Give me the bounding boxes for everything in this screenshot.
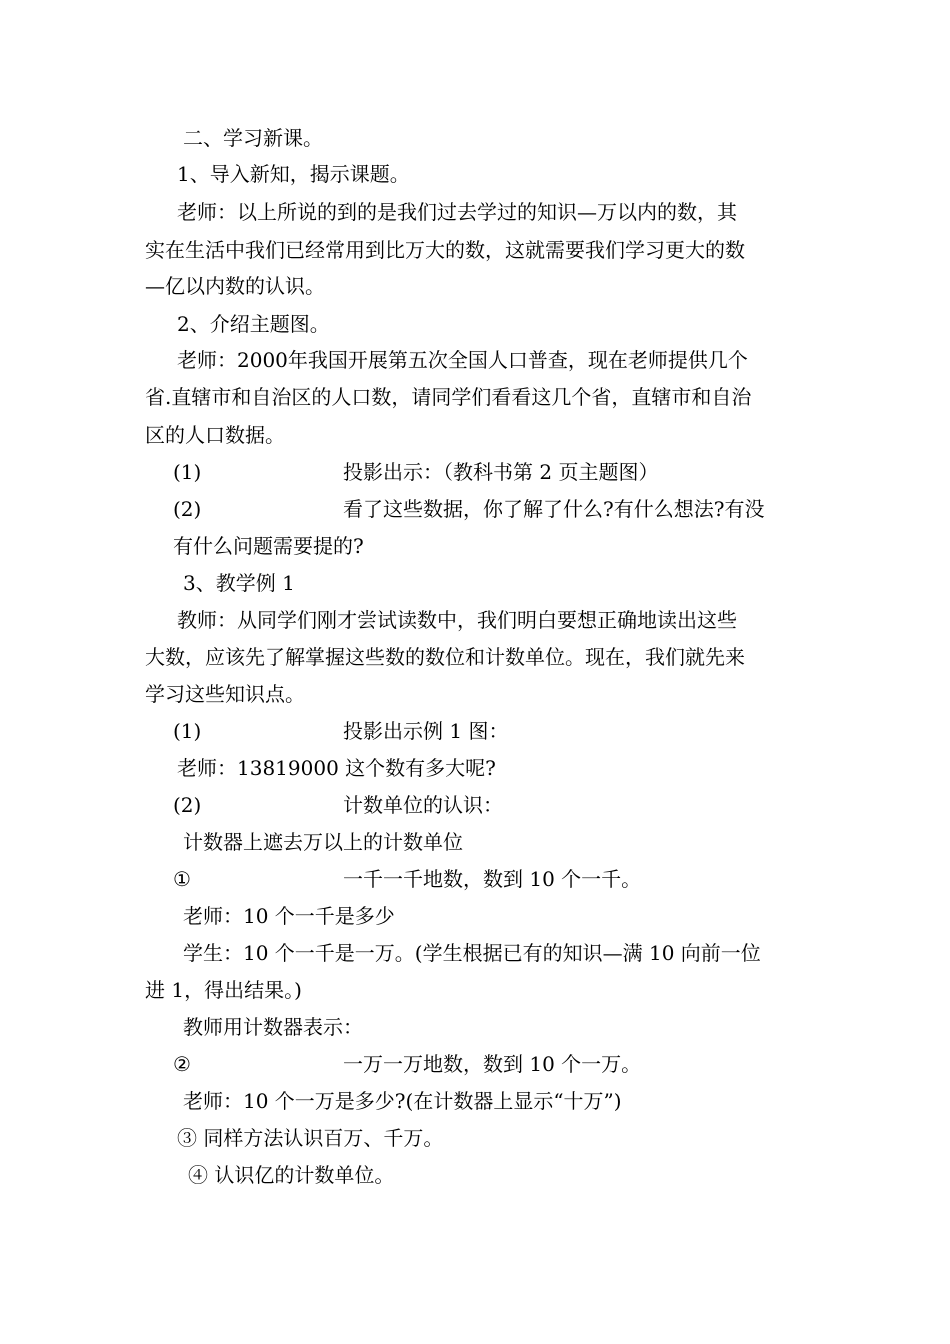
list-item-number: ②	[173, 1052, 191, 1076]
paragraph-text: 学生：10 个一千是一万。(学生根据已有的知识—满 10 向前一位	[183, 941, 761, 965]
paragraph-text: 老师：10 个一千是多少	[183, 904, 395, 928]
paragraph-text: 学习这些知识点。	[145, 682, 305, 706]
paragraph-text: 教师：从同学们刚才尝试读数中，我们明白要想正确地读出这些	[177, 608, 737, 632]
paragraph-text: 实在生活中我们已经常用到比万大的数，这就需要我们学习更大的数	[145, 238, 745, 262]
list-item-text: 一万一万地数，数到 10 个一万。	[343, 1052, 642, 1076]
list-item-number: ①	[173, 867, 191, 891]
list-item-number: (1)	[173, 719, 202, 743]
list-item	[173, 1050, 641, 1078]
paragraph-text: 进 1，得出结果。)	[145, 978, 302, 1002]
paragraph-text: 省.直辖市和自治区的人口数，请同学们看看这几个省，直辖市和自治	[145, 385, 752, 409]
paragraph-text: 有什么问题需要提的?	[173, 534, 364, 558]
section-title: 二、学习新课。	[183, 126, 323, 150]
paragraph-heading: 2、介绍主题图。	[177, 312, 330, 336]
list-item: ④ 认识亿的计数单位。	[188, 1163, 395, 1187]
paragraph-text: —亿以内数的认识。	[145, 274, 325, 298]
list-item	[173, 495, 764, 523]
paragraph-text: 大数，应该先了解掌握这些数的数位和计数单位。现在，我们就先来	[145, 645, 745, 669]
list-item-text: 投影出示：（教科书第 2 页主题图）	[343, 460, 659, 484]
paragraph-text: 老师：以上所说的到的是我们过去学过的知识—万以内的数，其	[177, 200, 737, 224]
list-item-number: (2)	[173, 497, 202, 521]
list-item	[173, 458, 658, 486]
list-item-text: 计数单位的认识：	[343, 793, 503, 817]
list-item	[173, 791, 503, 819]
list-item-text: 看了这些数据，你了解了什么?有什么想法?有没	[343, 497, 765, 521]
list-item-number: (1)	[173, 460, 202, 484]
list-item	[173, 865, 641, 893]
paragraph-text: 教师用计数器表示：	[183, 1015, 363, 1039]
paragraph-text: 计数器上遮去万以上的计数单位	[183, 830, 463, 854]
paragraph-text: 老师：10 个一万是多少?(在计数器上显示“十万”)	[183, 1089, 622, 1113]
paragraph-text: 老师：13819000 这个数有多大呢?	[177, 756, 496, 780]
paragraph-text: 区的人口数据。	[145, 423, 285, 447]
paragraph-text: 老师：2000年我国开展第五次全国人口普查，现在老师提供几个	[177, 348, 748, 372]
paragraph-heading: 1、导入新知，揭示课题。	[177, 162, 410, 186]
list-item-text: 投影出示例 1 图：	[343, 719, 509, 743]
list-item-text: 一千一千地数，数到 10 个一千。	[343, 867, 642, 891]
list-item: ③ 同样方法认识百万、千万。	[177, 1126, 444, 1150]
paragraph-heading: 3、教学例 1	[183, 571, 295, 595]
list-item-number: (2)	[173, 793, 202, 817]
list-item	[173, 717, 508, 745]
